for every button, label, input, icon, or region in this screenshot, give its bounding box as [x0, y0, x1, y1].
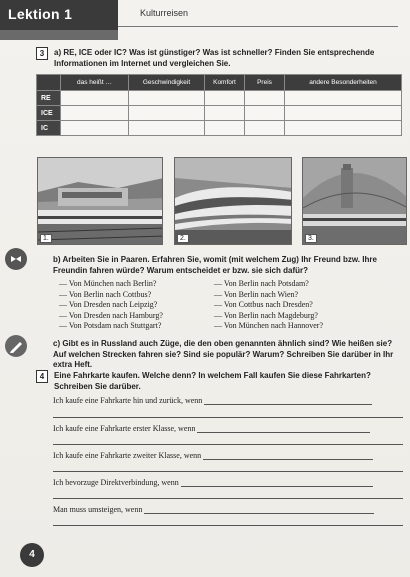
writing-icon [5, 335, 27, 357]
task-3b-text: b) Arbeiten Sie in Paaren. Erfahren Sie, womit (mit welchem Zug) Ihr Freund bzw. Ihre Freundin fahren würde? Warum entscheidet er bzw. sie sich dafür? [53, 255, 377, 275]
list-item: — Von Berlin nach Wien? [214, 289, 299, 299]
photo-label: 1. [40, 234, 52, 243]
sentence-3 [53, 451, 403, 460]
table-cell[interactable] [129, 106, 205, 121]
answer-line[interactable] [197, 425, 370, 433]
sentence-stem: Ich bevorzuge Direktverbindung, wenn [53, 478, 179, 487]
task-3c-text: c) Gibt es in Russland auch Züge, die den oben genannten ähnlich sind? Wie heißen sie? Auf welchen Strecken fahren sie? Sind sie populär? Warum? Schreiben Sie darüber in Ihr extra Heft. [53, 339, 394, 369]
table-header [37, 75, 61, 91]
table-cell[interactable] [205, 91, 245, 106]
answer-line[interactable] [144, 506, 374, 514]
list-item: — Von Dresden nach Leipzig? [59, 300, 158, 310]
photo-station-train [37, 157, 163, 245]
row-label: ICE [37, 106, 61, 121]
list-item: — Von München nach Berlin? [59, 279, 157, 288]
table-cell[interactable] [205, 106, 245, 121]
table-header-row [37, 75, 402, 91]
table-header: Preis [245, 75, 285, 91]
task-4-text: Eine Fahrkarte kaufen. Welche denn? In welchem Fall kaufen Sie diese Fahrkarten? Schreiben Sie darüber. [54, 371, 371, 391]
table-header: Komfort [205, 75, 245, 91]
lesson-header: Lektion 1 [0, 0, 118, 30]
route-column-left [59, 279, 209, 332]
route-column-right [214, 279, 394, 332]
header-rule [118, 26, 398, 27]
table-header: Geschwindigkeit [129, 75, 205, 91]
table-cell[interactable] [61, 106, 129, 121]
photo-station-hall [302, 157, 407, 245]
sentence-1 [53, 396, 403, 405]
table-cell[interactable] [61, 91, 129, 106]
list-item: — Von München nach Hannover? [214, 321, 324, 331]
answer-line[interactable] [181, 479, 373, 487]
table-header: das heißt … [61, 75, 129, 91]
list-item: — Von Berlin nach Cottbus? [59, 289, 152, 299]
table-cell[interactable] [205, 121, 245, 136]
table-row [37, 91, 402, 106]
list-item: — Von Potsdam nach Stuttgart? [59, 321, 162, 331]
speaking-icon [5, 248, 27, 270]
photo-label: 3. [305, 234, 317, 243]
answer-line[interactable] [204, 397, 372, 405]
task-number: 4 [36, 370, 48, 383]
list-item: — Von Berlin nach Potsdam? [214, 279, 309, 288]
table-cell[interactable] [245, 91, 285, 106]
list-item: — Von Berlin nach Magdeburg? [214, 310, 318, 320]
table-cell[interactable] [129, 121, 205, 136]
table-cell[interactable] [285, 91, 402, 106]
sentence-stem: Ich kaufe eine Fahrkarte hin und zurück, wenn [53, 396, 203, 405]
answer-line[interactable] [53, 444, 403, 445]
page-number: 4 [20, 543, 44, 567]
sentence-stem: Ich kaufe eine Fahrkarte erster Klasse, wenn [53, 424, 196, 433]
answer-line[interactable] [53, 525, 403, 526]
row-label: RE [37, 91, 61, 106]
table-row [37, 121, 402, 136]
answer-line[interactable] [53, 417, 403, 418]
task-3a-text: a) RE, ICE oder IC? Was ist günstiger? Was ist schneller? Finden Sie entsprechende Informationen im Internet und vergleichen Sie. [54, 48, 375, 68]
row-label: IC [37, 121, 61, 136]
train-comparison-table [36, 74, 402, 136]
list-item: — Von Cottbus nach Dresden? [214, 300, 313, 310]
table-cell[interactable] [129, 91, 205, 106]
answer-line[interactable] [53, 498, 403, 499]
sentence-stem: Ich kaufe eine Fahrkarte zweiter Klasse, wenn [53, 451, 202, 460]
table-cell[interactable] [245, 121, 285, 136]
topic-title: Kulturreisen [140, 8, 189, 18]
table-row [37, 106, 402, 121]
photo-label: 2. [177, 234, 189, 243]
table-cell[interactable] [285, 106, 402, 121]
answer-line[interactable] [203, 452, 373, 460]
sentence-4 [53, 478, 403, 487]
list-item: — Von Dresden nach Hamburg? [59, 310, 163, 320]
table-cell[interactable] [245, 106, 285, 121]
sentence-2 [53, 424, 403, 433]
photo-ice-train [174, 157, 292, 245]
sentence-5 [53, 505, 403, 514]
answer-line[interactable] [53, 471, 403, 472]
table-header: andere Besonderheiten [285, 75, 402, 91]
task-number: 3 [36, 47, 48, 60]
header-decoration [0, 30, 118, 40]
sentence-stem: Man muss umsteigen, wenn [53, 505, 143, 514]
table-cell[interactable] [61, 121, 129, 136]
table-cell[interactable] [285, 121, 402, 136]
